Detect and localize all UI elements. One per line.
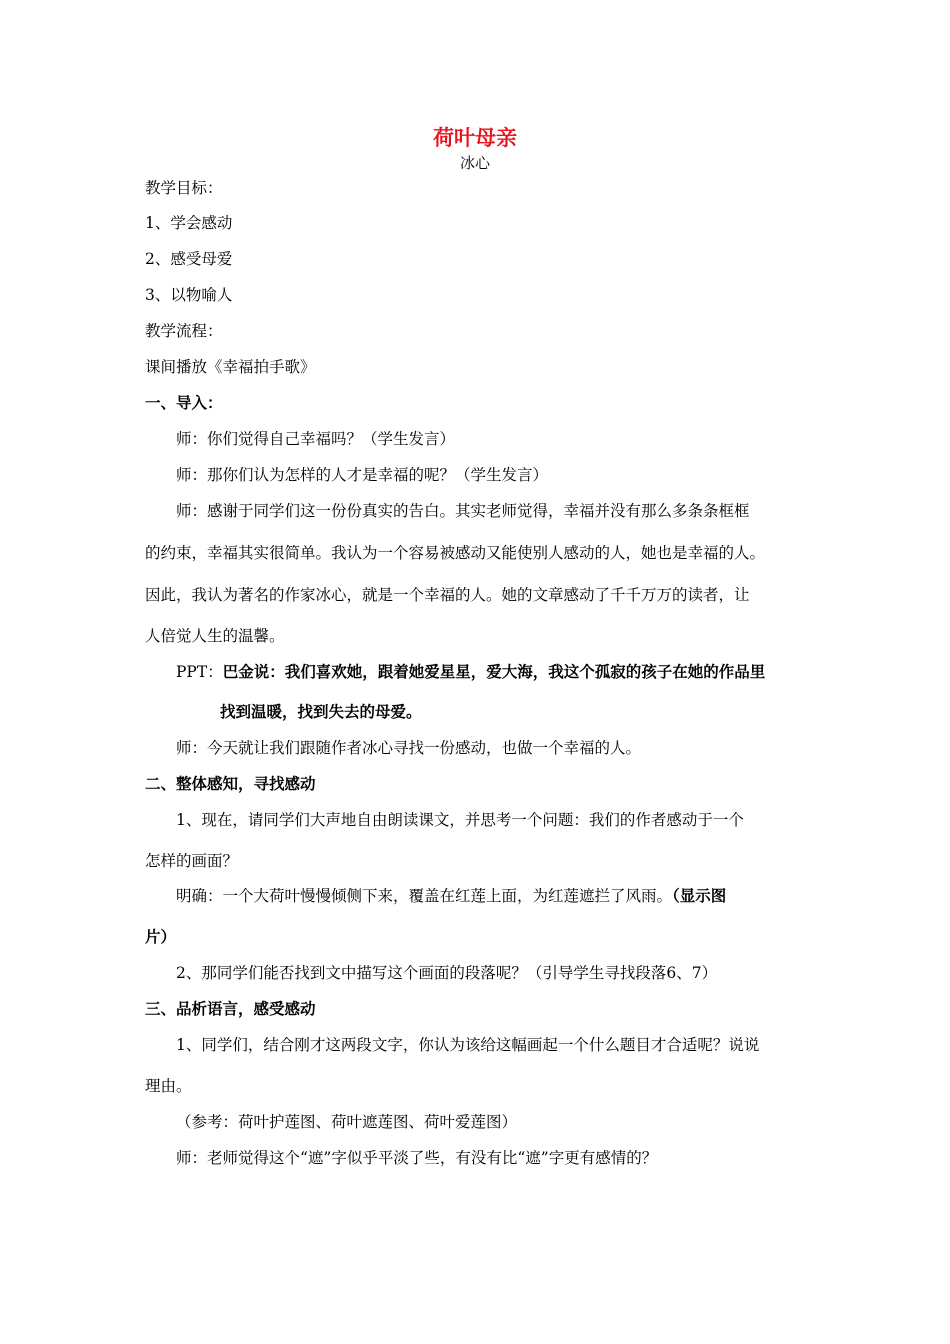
body-line: 人倍觉人生的温馨。 [145, 627, 285, 645]
ppt-quote-continued: 找到温暖，找到失去的母爱。 [220, 702, 422, 721]
section-heading: 三、品析语言，感受感动 [145, 999, 316, 1018]
body-line: 怎样的画面？ [145, 852, 239, 870]
answer-note: （显示图 [672, 886, 727, 905]
answer-text: 明确：一个大荷叶慢慢倾侧下来，覆盖在红莲上面，为红莲遮拦了风雨。 [176, 887, 673, 905]
ppt-quote [176, 661, 765, 683]
goal-item: 3、以物喻人 [145, 286, 233, 304]
body-line: 的约束，幸福其实很简单。我认为一个容易被感动又能使别人感动的人，她也是幸福的人。 [145, 544, 766, 562]
body-line: 2、那同学们能否找到文中描写这个画面的段落呢？（引导学生寻找段落6、7） [176, 964, 718, 982]
section-label: 教学目标： [145, 179, 223, 197]
body-line: 因此，我认为著名的作家冰心，就是一个幸福的人。她的文章感动了千千万万的读者，让 [145, 586, 750, 604]
body-line: 1、现在，请同学们大声地自由朗读课文，并思考一个问题：我们的作者感动于一个 [176, 811, 744, 829]
answer-note-continued: 片） [145, 927, 177, 946]
body-line: 师：你们觉得自己幸福吗？（学生发言） [176, 430, 456, 448]
body-line: 师：感谢于同学们这一份份真实的告白。其实老师觉得，幸福并没有那么多条条框框 [176, 502, 750, 520]
goal-item: 1、学会感动 [145, 214, 233, 232]
section-label: 教学流程： [145, 322, 223, 340]
body-line: 师：今天就让我们跟随作者冰心寻找一份感动，也做一个幸福的人。 [176, 739, 642, 757]
body-line: 课间播放《幸福拍手歌》 [145, 358, 316, 376]
document-author: 冰心 [459, 154, 490, 172]
goal-item: 2、感受母爱 [145, 250, 233, 268]
ppt-label: PPT： [176, 663, 223, 681]
ppt-quote-text: 巴金说：我们喜欢她，跟着她爱星星，爱大海，我这个孤寂的孩子在她的作品里 [222, 662, 766, 681]
section-heading: 二、整体感知，寻找感动 [145, 774, 316, 793]
document-title: 荷叶母亲 [433, 126, 517, 150]
body-line: （参考：荷叶护莲图、荷叶遮莲图、荷叶爱莲图） [176, 1113, 518, 1131]
body-line: 1、同学们，结合刚才这两段文字，你认为该给这幅画起一个什么题目才合适呢？说说 [176, 1036, 760, 1054]
body-line [176, 885, 726, 907]
body-line: 师：那你们认为怎样的人才是幸福的呢？（学生发言） [176, 466, 549, 484]
body-line: 师：老师觉得这个“遮”字似乎平淡了些，有没有比“遮”字更有感情的？ [176, 1149, 658, 1167]
section-heading: 一、导入： [145, 393, 223, 412]
body-line: 理由。 [145, 1077, 192, 1095]
